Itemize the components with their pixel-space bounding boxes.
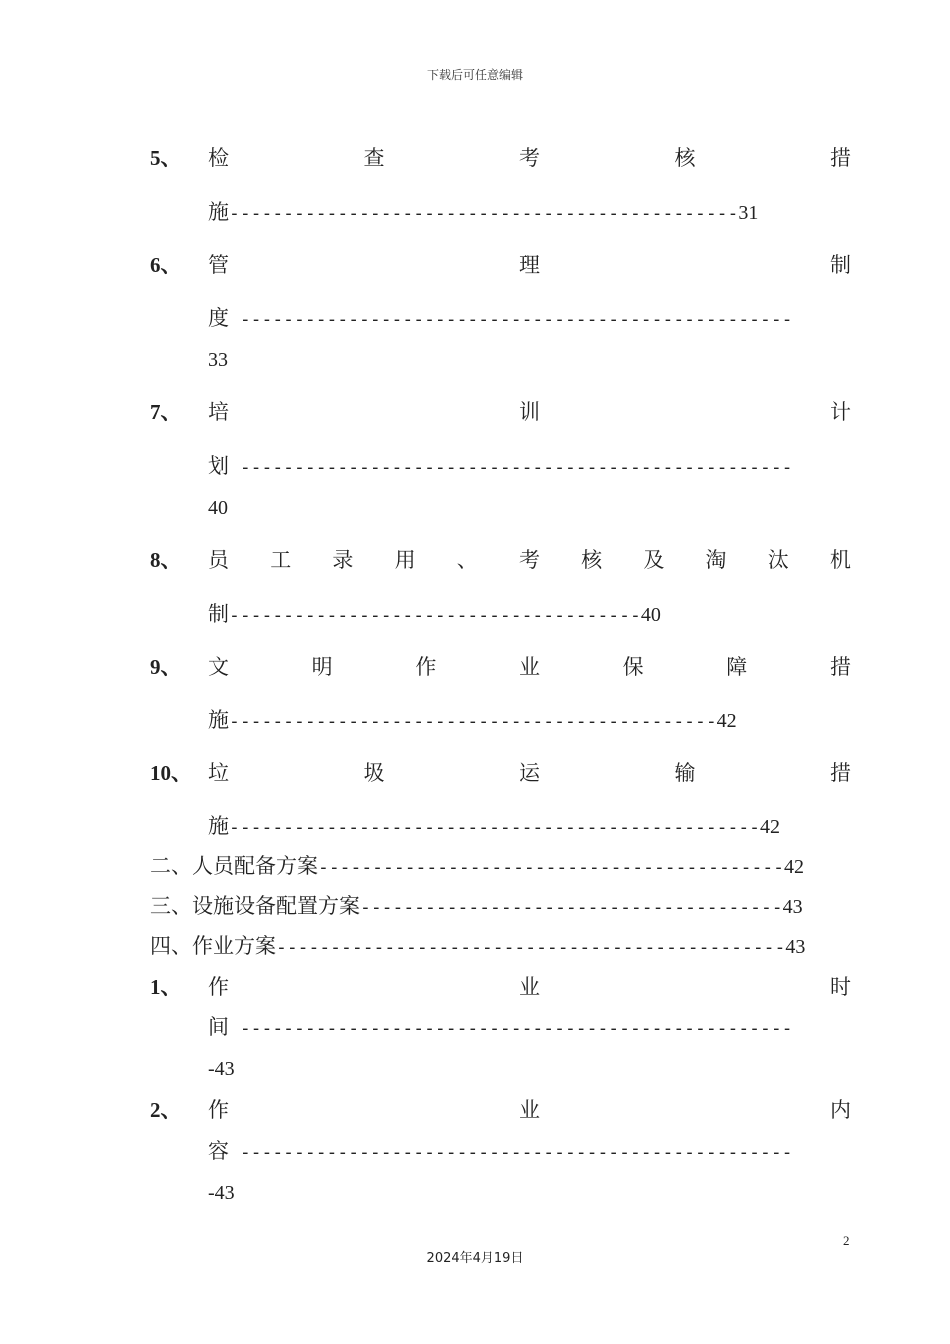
toc-leader: ----------------------------------------------- — [276, 937, 786, 958]
toc-char: 理 — [519, 253, 540, 277]
toc-leader: ------------------------------------------------- — [229, 817, 761, 838]
toc-leader: ------------------------------------------- — [318, 857, 784, 878]
toc-char: 业 — [519, 975, 540, 999]
toc-char: 作 — [208, 1098, 229, 1122]
toc-char: 考 — [518, 548, 540, 572]
toc-title-spread — [208, 973, 851, 1001]
toc-char: 及 — [643, 548, 665, 572]
toc-title-spread — [208, 546, 851, 574]
toc-char: 划 — [208, 454, 229, 478]
footer-date: 2024年4月19日 — [426, 1251, 524, 1266]
toc-char: 措 — [830, 146, 851, 170]
toc-char: 计 — [830, 400, 851, 424]
toc-char: 训 — [519, 400, 540, 424]
toc-char: 业 — [519, 1098, 540, 1122]
toc-title-spread — [208, 759, 851, 787]
toc-char: 作 — [208, 975, 229, 999]
toc-char: 查 — [363, 146, 385, 170]
toc-title-spread — [208, 144, 851, 172]
toc-title-spread — [208, 398, 851, 426]
toc-section-label: 四、作业方案 — [150, 934, 276, 958]
toc-number: 1、 — [150, 975, 182, 999]
toc-char: 汰 — [767, 548, 789, 572]
toc-char: 制 — [830, 253, 851, 277]
toc-char: 用 — [394, 548, 416, 572]
toc-section-label: 三、设施设备配置方案 — [150, 894, 360, 918]
toc-char: 淘 — [705, 548, 727, 572]
toc-char: 度 — [208, 306, 229, 330]
toc-page-number: 43 — [785, 936, 806, 958]
toc-char: 作 — [415, 655, 437, 679]
page-number: 2 — [843, 1233, 850, 1248]
toc-number: 2、 — [150, 1098, 182, 1122]
toc-number: 5、 — [150, 146, 182, 170]
toc-leader: ----------------------------------------------- — [229, 203, 739, 224]
toc-char: 工 — [270, 548, 292, 572]
toc-page-number: 42 — [716, 710, 737, 732]
toc-char: 内 — [830, 1098, 851, 1122]
toc-char: 员 — [208, 548, 229, 572]
toc-leader: --------------------------------------------- — [229, 711, 717, 732]
toc-page-number: 43 — [782, 896, 803, 918]
toc-leader: -------------------------------------- — [229, 605, 641, 626]
toc-char: 考 — [519, 146, 540, 170]
toc-number: 6、 — [150, 253, 182, 277]
toc-title-spread — [208, 653, 851, 681]
toc-char: 机 — [829, 548, 851, 572]
toc-number: 9、 — [150, 655, 182, 679]
toc-char: 措 — [829, 655, 851, 679]
toc-char: 施 — [208, 814, 229, 838]
toc-page-number: 33 — [208, 349, 228, 371]
toc-number: 7、 — [150, 400, 182, 424]
toc-char: 障 — [726, 655, 748, 679]
toc-char: 施 — [208, 200, 229, 224]
toc-char: 管 — [208, 253, 229, 277]
toc-page-number: -43 — [208, 1058, 235, 1080]
toc-title-spread — [208, 251, 851, 279]
toc-char: 、 — [456, 548, 478, 572]
toc-section-label: 二、人员配备方案 — [150, 854, 318, 878]
toc-char: 明 — [311, 655, 333, 679]
toc-char: 垃 — [208, 761, 229, 785]
toc-number: 8、 — [150, 548, 182, 572]
toc-leader: --------------------------------------------------- — [229, 1142, 793, 1163]
toc-char: 培 — [208, 400, 229, 424]
toc-char: 输 — [674, 761, 696, 785]
toc-char: 圾 — [363, 761, 385, 785]
page-header: 下载后可任意编辑 — [426, 68, 523, 82]
toc-page-number: 31 — [738, 202, 759, 224]
toc-char: 核 — [674, 146, 696, 170]
toc-page-number: 42 — [760, 816, 781, 838]
toc-char: 时 — [830, 975, 851, 999]
toc-char: 检 — [208, 146, 229, 170]
toc-char: 措 — [830, 761, 851, 785]
toc-char: 制 — [208, 602, 229, 626]
toc-page-number: 42 — [784, 856, 804, 878]
toc-char: 运 — [519, 761, 540, 785]
toc-page-number: 40 — [208, 497, 228, 519]
toc-char: 保 — [622, 655, 644, 679]
toc-number: 10、 — [150, 761, 192, 785]
toc-title-spread — [208, 1096, 851, 1124]
toc-char: 施 — [208, 708, 229, 732]
toc-leader: --------------------------------------------------- — [229, 1018, 793, 1039]
toc-char: 间 — [208, 1015, 229, 1039]
toc-page-number: 40 — [640, 604, 661, 626]
toc-leader: --------------------------------------------------- — [229, 309, 793, 330]
toc-char: 容 — [208, 1139, 229, 1163]
toc-char: 核 — [581, 548, 603, 572]
toc-leader: --------------------------------------------------- — [229, 457, 793, 478]
toc-char: 录 — [332, 548, 354, 572]
toc-char: 文 — [208, 655, 229, 679]
toc-char: 业 — [518, 655, 540, 679]
toc-page-number: -43 — [208, 1182, 235, 1204]
toc-leader: --------------------------------------- — [360, 897, 783, 918]
